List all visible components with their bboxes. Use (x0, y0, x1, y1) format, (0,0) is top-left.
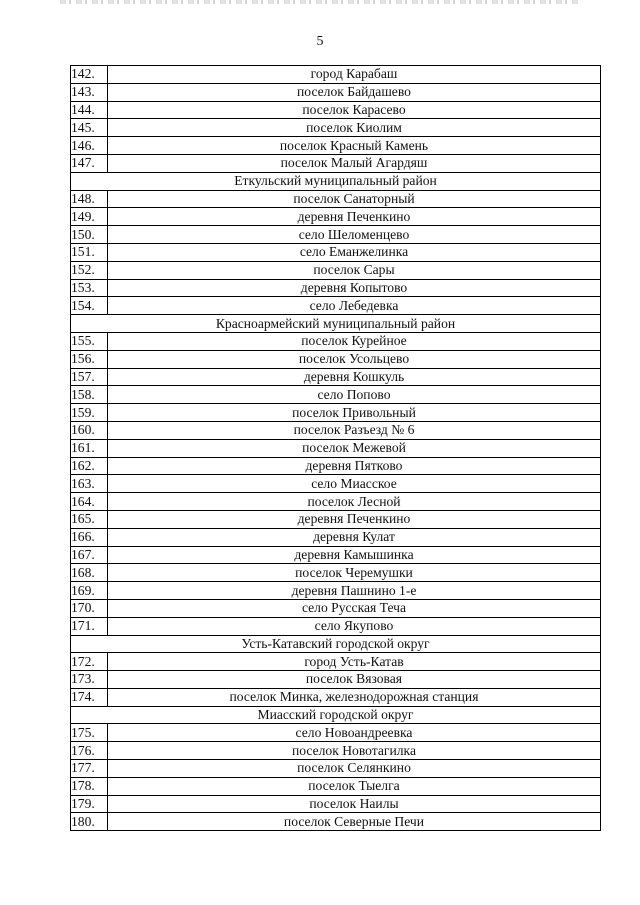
settlement-name: деревня Печенкино (108, 208, 601, 226)
row-number: 167. (71, 546, 108, 564)
table-row (71, 137, 601, 155)
table-row (71, 350, 601, 368)
row-number: 152. (71, 261, 108, 279)
table-row (71, 724, 601, 742)
settlement-name: поселок Селянкино (108, 760, 601, 778)
settlement-name: поселок Северные Печи (108, 813, 601, 831)
table-row (71, 243, 601, 261)
table-row (71, 582, 601, 600)
settlement-name: поселок Красный Камень (108, 137, 601, 155)
row-number: 146. (71, 137, 108, 155)
settlement-name: город Усть-Катав (108, 653, 601, 671)
row-number: 162. (71, 457, 108, 475)
district-header-row (71, 315, 601, 333)
settlement-name: село Новоандреевка (108, 724, 601, 742)
row-number: 177. (71, 760, 108, 778)
row-number: 144. (71, 101, 108, 119)
settlement-name: село Якупово (108, 617, 601, 635)
row-number: 145. (71, 119, 108, 137)
settlement-name: село Русская Теча (108, 599, 601, 617)
district-name: Красноармейский муниципальный район (71, 315, 601, 333)
table-row (71, 493, 601, 511)
settlement-name: село Еманжелинка (108, 243, 601, 261)
settlement-name: поселок Киолим (108, 119, 601, 137)
table-row (71, 510, 601, 528)
row-number: 149. (71, 208, 108, 226)
settlement-name: поселок Вязовая (108, 671, 601, 689)
settlement-name: поселок Карасево (108, 101, 601, 119)
row-number: 179. (71, 795, 108, 813)
table-row (71, 599, 601, 617)
row-number: 157. (71, 368, 108, 386)
row-number: 154. (71, 297, 108, 315)
table-row (71, 154, 601, 172)
district-header-row (71, 706, 601, 724)
row-number: 165. (71, 510, 108, 528)
district-name: Еткульский муниципальный район (71, 172, 601, 190)
table-row (71, 457, 601, 475)
settlement-name: поселок Курейное (108, 332, 601, 350)
settlement-name: поселок Межевой (108, 439, 601, 457)
settlement-name: поселок Привольный (108, 404, 601, 422)
table-row (71, 368, 601, 386)
settlement-name: поселок Наилы (108, 795, 601, 813)
row-number: 174. (71, 688, 108, 706)
table-row (71, 119, 601, 137)
row-number: 176. (71, 742, 108, 760)
table-row (71, 653, 601, 671)
table-row (71, 564, 601, 582)
table-row (71, 261, 601, 279)
settlement-name: село Миасское (108, 475, 601, 493)
settlement-name: деревня Печенкино (108, 510, 601, 528)
row-number: 169. (71, 582, 108, 600)
table-row (71, 617, 601, 635)
row-number: 158. (71, 386, 108, 404)
settlement-name: поселок Черемушки (108, 564, 601, 582)
row-number: 163. (71, 475, 108, 493)
settlement-name: поселок Сары (108, 261, 601, 279)
table-row (71, 671, 601, 689)
settlement-name: поселок Тыелга (108, 777, 601, 795)
settlement-name: село Лебедевка (108, 297, 601, 315)
table-row (71, 404, 601, 422)
settlement-name: поселок Байдашево (108, 83, 601, 101)
district-name: Усть-Катавский городской округ (71, 635, 601, 653)
settlement-name: поселок Санаторный (108, 190, 601, 208)
table-row (71, 439, 601, 457)
scan-artifact (60, 0, 580, 4)
settlement-name: поселок Новотагилка (108, 742, 601, 760)
table-row (71, 66, 601, 84)
table-row (71, 190, 601, 208)
row-number: 180. (71, 813, 108, 831)
table-row (71, 297, 601, 315)
district-header-row (71, 635, 601, 653)
settlement-name: поселок Лесной (108, 493, 601, 511)
row-number: 172. (71, 653, 108, 671)
page-number: 5 (316, 34, 324, 49)
settlement-name: деревня Копытово (108, 279, 601, 297)
table-row (71, 528, 601, 546)
settlement-name: деревня Пашнино 1-е (108, 582, 601, 600)
district-name: Миасский городской округ (71, 706, 601, 724)
table-row (71, 208, 601, 226)
table-row (71, 83, 601, 101)
settlement-name: город Карабаш (108, 66, 601, 84)
row-number: 147. (71, 154, 108, 172)
table-row (71, 813, 601, 831)
row-number: 151. (71, 243, 108, 261)
table-row (71, 386, 601, 404)
district-header-row (71, 172, 601, 190)
row-number: 148. (71, 190, 108, 208)
table-row (71, 688, 601, 706)
row-number: 175. (71, 724, 108, 742)
row-number: 164. (71, 493, 108, 511)
settlement-name: поселок Разъезд № 6 (108, 421, 601, 439)
row-number: 155. (71, 332, 108, 350)
table-row (71, 795, 601, 813)
table-row (71, 742, 601, 760)
row-number: 166. (71, 528, 108, 546)
row-number: 168. (71, 564, 108, 582)
table-row (71, 332, 601, 350)
settlement-name: деревня Пятково (108, 457, 601, 475)
row-number: 178. (71, 777, 108, 795)
row-number: 161. (71, 439, 108, 457)
row-number: 170. (71, 599, 108, 617)
row-number: 160. (71, 421, 108, 439)
row-number: 153. (71, 279, 108, 297)
table-row (71, 421, 601, 439)
table-row (71, 101, 601, 119)
settlement-name: деревня Камышинка (108, 546, 601, 564)
settlements-table (70, 65, 601, 831)
row-number: 171. (71, 617, 108, 635)
table-row (71, 226, 601, 244)
table-body (71, 66, 601, 831)
table-row (71, 760, 601, 778)
settlement-name: поселок Усольцево (108, 350, 601, 368)
settlement-name: село Шеломенцево (108, 226, 601, 244)
settlement-name: поселок Минка, железнодорожная станция (108, 688, 601, 706)
row-number: 143. (71, 83, 108, 101)
settlement-name: деревня Кулат (108, 528, 601, 546)
row-number: 156. (71, 350, 108, 368)
row-number: 150. (71, 226, 108, 244)
row-number: 173. (71, 671, 108, 689)
table-row (71, 279, 601, 297)
table-row (71, 777, 601, 795)
settlement-name: поселок Малый Агардяш (108, 154, 601, 172)
settlement-name: село Попово (108, 386, 601, 404)
row-number: 159. (71, 404, 108, 422)
table-row (71, 475, 601, 493)
row-number: 142. (71, 66, 108, 84)
settlement-name: деревня Кошкуль (108, 368, 601, 386)
table-row (71, 546, 601, 564)
